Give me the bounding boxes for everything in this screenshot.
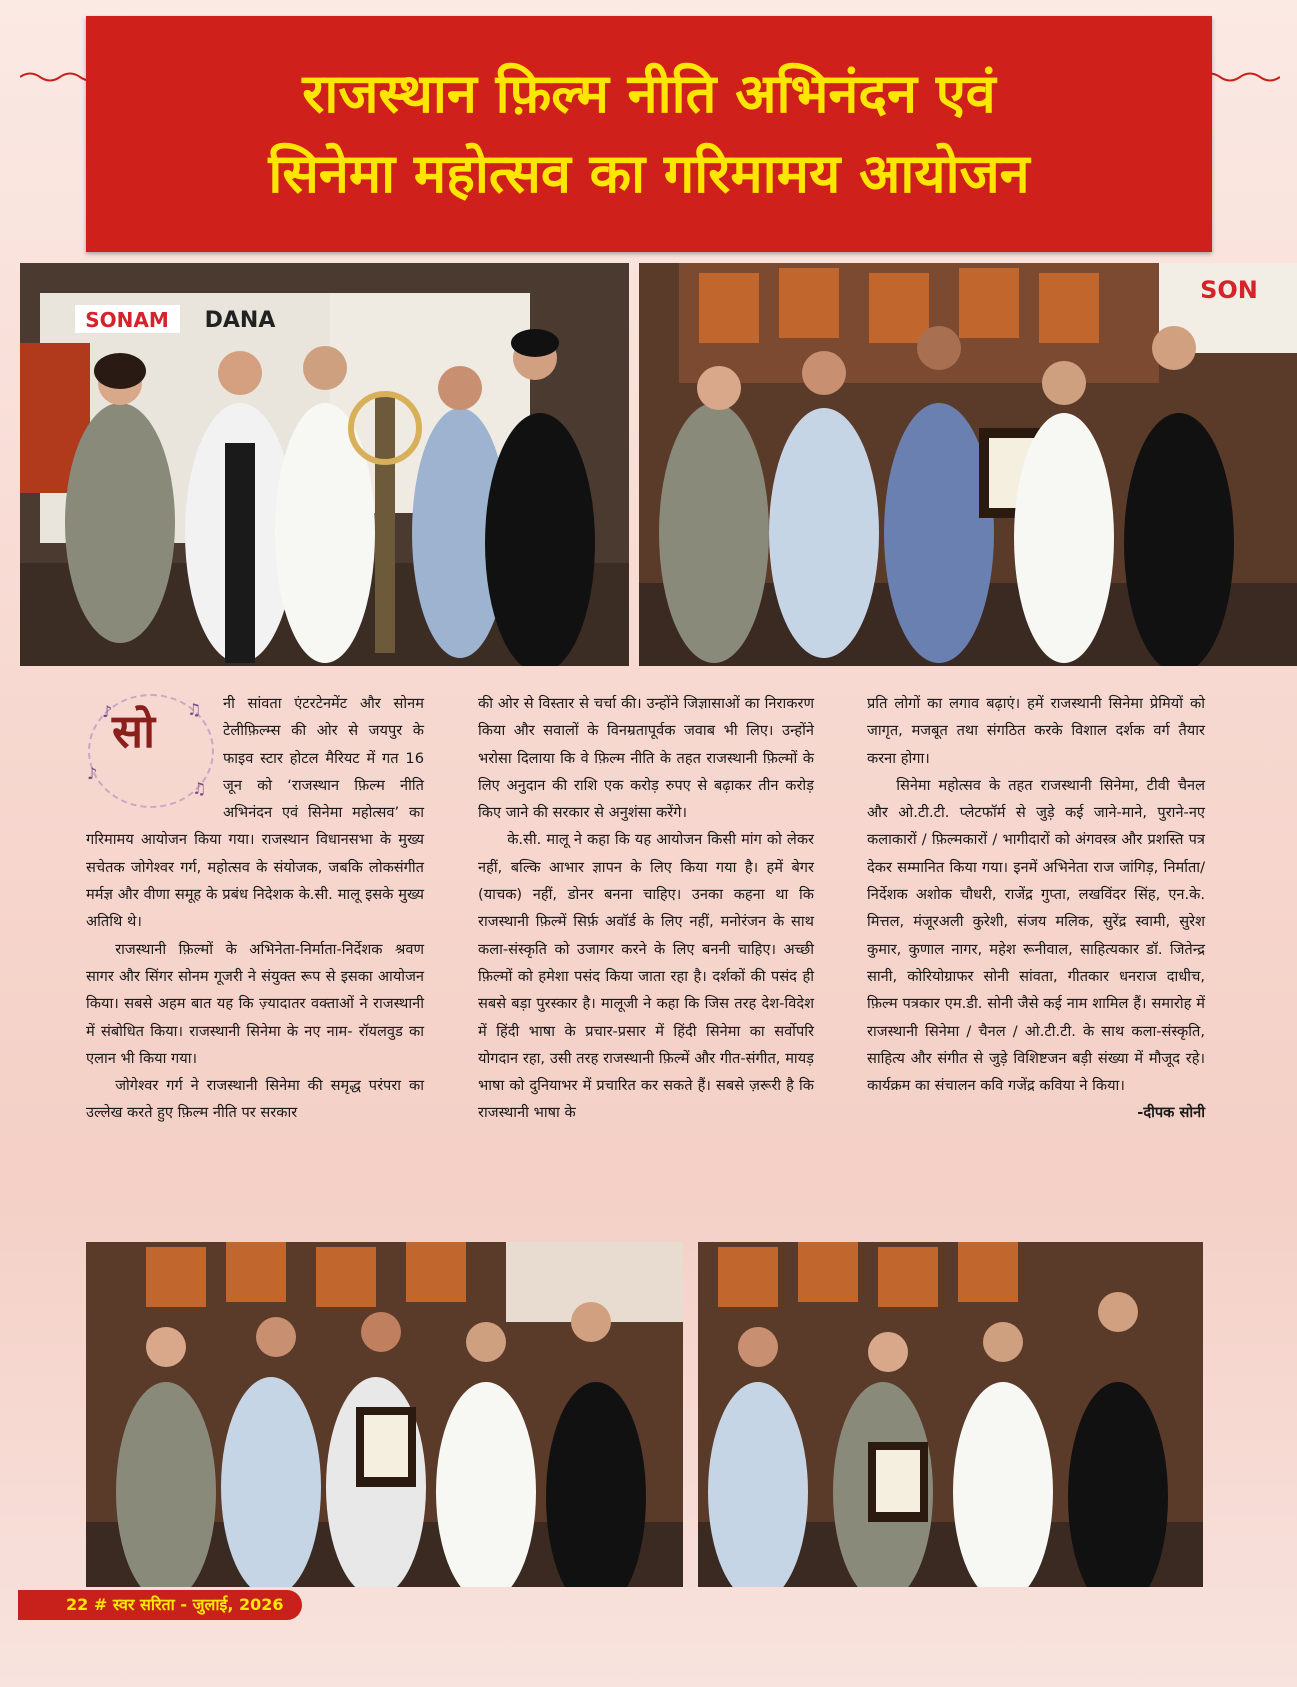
photo1-dana-banner: DANA [204,308,276,333]
music-note-icon: ♪ [102,702,113,721]
music-note-icon: ♪ [87,764,98,783]
headline-line-1: राजस्थान फ़िल्म नीति अभिनंदन एवं [302,62,996,125]
author-credit: -दीपक सोनी [1137,1104,1205,1122]
col1-para-2: राजस्थानी फ़िल्मों के अभिनेता-निर्माता-निर्देशक श्रवण सागर और सिंगर सोनम गूजरी ने संयुक्त रूप से इसका आयोजन किया। सबसे अहम बात यह कि ज़्यादातर वक्ताओं ने राजस्थानी में संबोधित किया। राजस्थानी सिनेमा के नए नाम- रॉयलवुड का एलान भी किया गया। [86,940,424,1067]
photo-felicitation-1 [639,263,1297,666]
col1-para-3: जोगेश्वर गर्ग ने राजस्थानी सिनेमा की समृद्ध परंपरा का उल्लेख करते हुए फ़िल्म नीति पर सरकार [86,1077,424,1122]
col3-para-1: प्रति लोगों का लगाव बढ़ाएं। हमें राजस्थानी सिनेमा प्रेमियों को जागृत, मजबूत तथा संगठित करके विशाल दर्शक वर्ग तैयार करना होगा। [867,695,1205,767]
photo-felicitation-2 [86,1242,683,1587]
col1-para-1: नी सांवता एंटरटेनमेंट और सोनम टेलीफ़िल्म्स की ओर से जयपुर के फाइव स्टार होटल मैरियट में गत 16 जून को ‘राजस्थान फ़िल्म नीति अभिनंदन एवं सिनेमा महोत्सव’ का गरिमामय आयोजन किया गया। राजस्थान विधानसभा के मुख्य सचेतक जोगेश्वर गर्ग, महोत्सव के संयोजक, जबकि लोकसंगीत मर्मज्ञ और वीणा समूह के प्रबंध निदेशक के.सी. मालू इसके मुख्य अतिथि थे। [86,695,424,931]
music-note-icon: ♫ [187,700,202,719]
photo2-sonam-banner: SON [1200,276,1258,304]
col2-para-1: की ओर से विस्तार से चर्चा की। उन्होंने जिज्ञासाओं का निराकरण किया और सवालों के विनम्रतापूर्वक जवाब भी लिए। उन्होंने भरोसा दिलाया कि वे फ़िल्म नीति के तहत राजस्थानी फ़िल्मों के लिए अनुदान की राशि एक करोड़ रुपए से बढ़ाकर तीन करोड़ किए जाने की सरकार से अनुशंसा करेंगे। [478,695,814,822]
article-column-1 [86,690,424,1127]
col3-para-2: सिनेमा महोत्सव के तहत राजस्थानी सिनेमा, टीवी चैनल और ओ.टी.टी. प्लेटफॉर्म से जुड़े कई जाने-माने, पुराने-नए कलाकारों / फ़िल्मकारों / भागीदारों को अंगवस्त्र और प्रशस्ति पत्र देकर सम्मानित किया गया। इनमें अभिनेता राज जांगिड़, निर्माता/निर्देशक अशोक चौधरी, राजेंद्र गुप्ता, लखविंदर सिंह, एन.के. मित्तल, मंजूरअली कुरेशी, संजय मलिक, सुरेंद्र स्वामी, सुरेश कुमार, कुणाल नागर, महेश रूनीवाल, साहित्यकार डॉ. जितेन्द्र सानी, कोरियोग्राफर सोनी सांवता, गीतकार धनराज दाधीच, फ़िल्म पत्रकार एम.डी. सोनी जैसे कई नाम शामिल हैं। समारोह में राजस्थानी सिनेमा / चैनल / ओ.टी.टी. के साथ कला-संस्कृति, साहित्य और संगीत से जुड़े विशिष्टजन बड़ी संख्या में मौजूद रहे। कार्यक्रम का संचालन कवि गजेंद्र कविया ने किया। [867,776,1205,1095]
photo-felicitation-3 [698,1242,1203,1587]
page-footer: 22 # स्वर सरिता - जुलाई, 2026 [18,1590,302,1620]
wave-ornament-right [1200,70,1280,84]
col2-para-2: के.सी. मालू ने कहा कि यह आयोजन किसी मांग को लेकर नहीं, बल्कि आभार ज्ञापन के लिए किया गया है। हमें बेगर (याचक) नहीं, डोनर बनना चाहिए। उनका कहना था कि राजस्थानी फ़िल्में सिर्फ़ अवॉर्ड के लिए नहीं, मनोरंजन के साथ कला-संस्कृति को उजागर करने के लिए बननी चाहिए। अच्छी फ़िल्मों को हमेशा पसंद किया जाता रहा है। दर्शकों की पसंद ही सबसे बड़ा पुरस्कार है। मालूजी ने कहा कि जिस तरह देश-विदेश में हिंदी भाषा के प्रचार-प्रसार में हिंदी सिनेमा का सर्वोपरि योगदान रहा, उसी तरह राजस्थानी फ़िल्में और गीत-संगीत, मायड़ भाषा को दुनियाभर में प्रचारित कर सकते हैं। सबसे ज़रूरी है कि राजस्थानी भाषा के [478,831,814,1122]
headline-banner [86,16,1212,252]
article-column-2 [478,690,814,1127]
dropcap-ornament [82,690,217,810]
music-note-icon: ♫ [192,779,207,798]
photo-lamp-lighting [20,263,629,666]
headline-line-2: सिनेमा महोत्सव का गरिमामय आयोजन [268,142,1030,205]
dropcap-letter: सो [112,704,156,758]
photo1-sonam-banner: SONAM [85,308,169,332]
article-column-3 [867,690,1205,1127]
